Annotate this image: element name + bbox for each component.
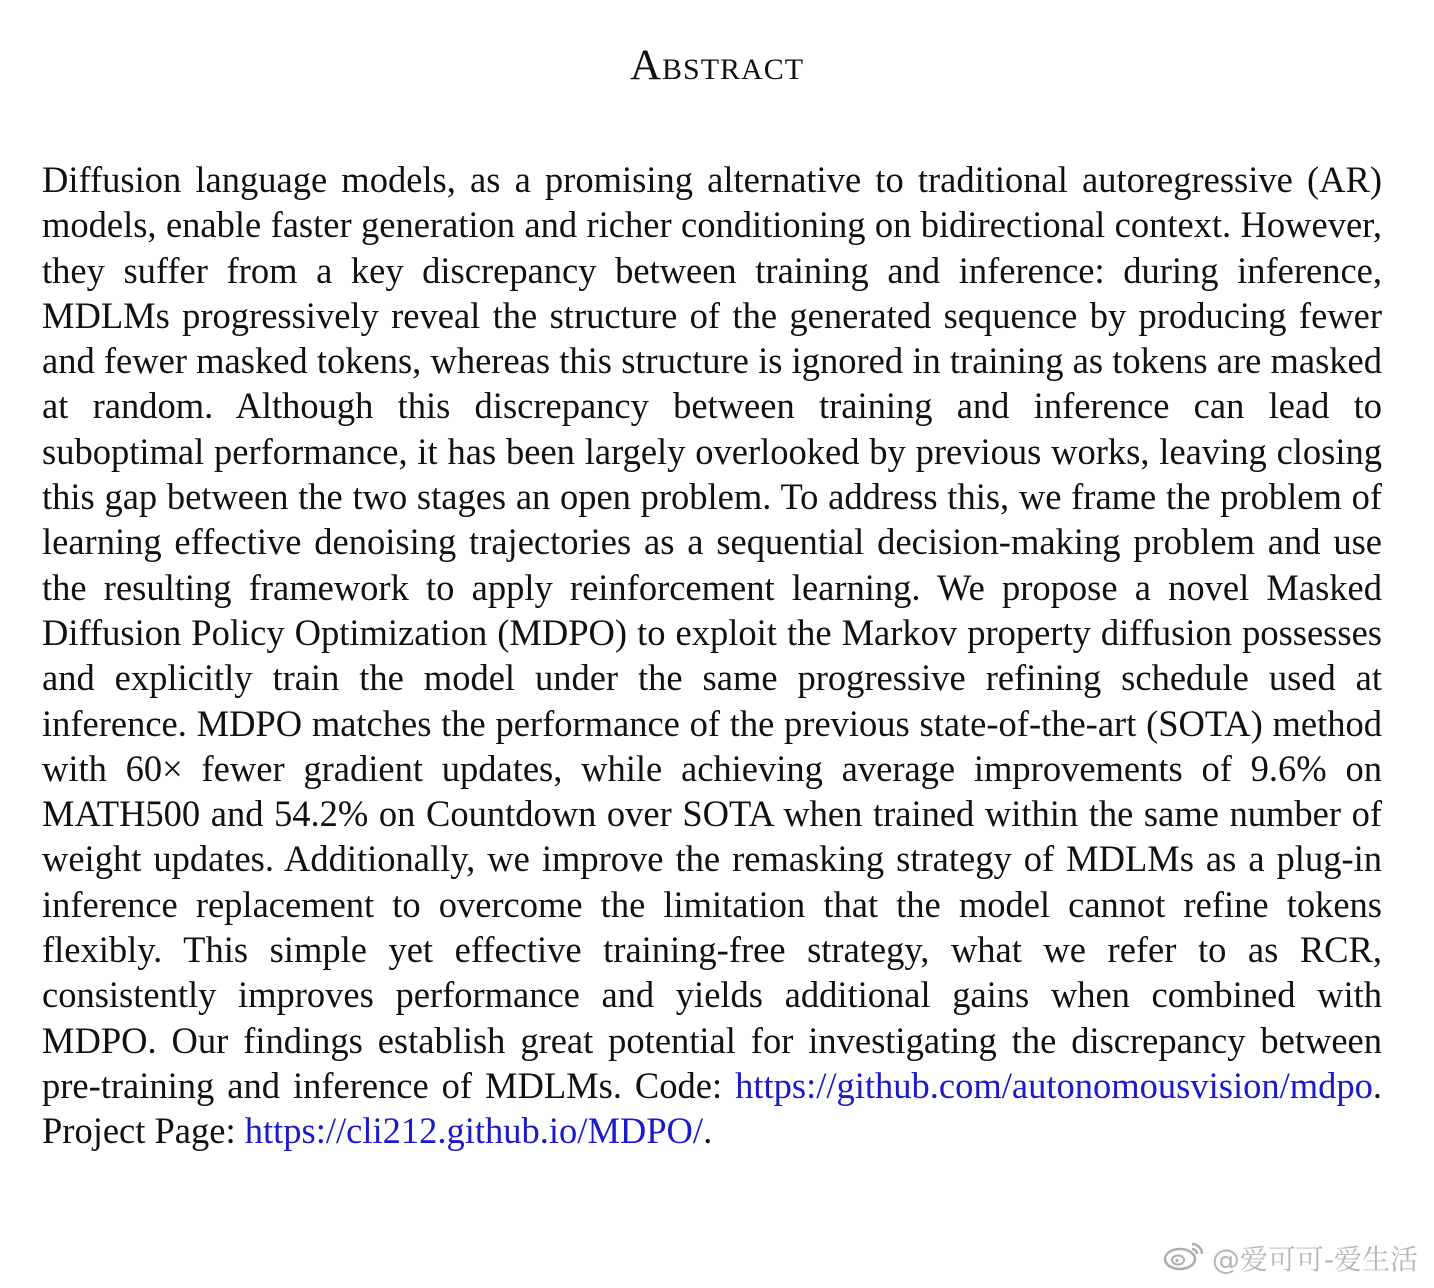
abstract-text-part-2: . Project Page: — [42, 1064, 1382, 1152]
watermark — [1162, 1238, 1418, 1278]
abstract-text-part-3: . — [703, 1110, 713, 1152]
watermark-text: @爱可可-爱生活 — [1211, 1243, 1418, 1276]
weibo-icon — [1162, 1238, 1206, 1279]
abstract-body — [42, 157, 1382, 1154]
project-page-link[interactable]: https://cli212.github.io/MDPO/ — [244, 1110, 704, 1152]
code-link[interactable]: https://github.com/autonomousvision/mdpo — [735, 1064, 1373, 1106]
abstract-text-part-1: Diffusion language models, as a promising alternative to traditional autoregressive (AR) models, enable faster generation and richer conditioning on bidirectional context. However, they suffer from a key discrepancy between training and inference: during inference, MDLMs progressively reveal the structure of the generated sequence by producing fewer and fewer masked tokens, whereas this structure is ignored in training as tokens are masked at random. Although this discrepancy between training and inference can lead to suboptimal performance, it has been largely overlooked by previous works, leaving closing this gap between the two stages an open problem. To address this, we frame the problem of learning effective denoising trajectories as a sequential decision-making problem and use the resulting framework to apply reinforcement learning. We propose a novel Masked Diffusion Policy Optimization (MDPO) to exploit the Markov property diffusion possesses and explicitly train the model under the same progressive refining schedule used at inference. MDPO matches the performance of the previous state-of-the-art (SOTA) method with 60× fewer gradient updates, while achieving average improvements of 9.6% on MATH500 and 54.2% on Countdown over SOTA when trained within the same number of weight updates. Additionally, we improve the remasking strategy of MDLMs as a plug-in inference replacement to overcome the limitation that the model cannot refine tokens flexibly. This simple yet effective training-free strategy, what we refer to as RCR, consistently improves performance and yields additional gains when combined with MDPO. Our findings establish great potential for investigating the discrepancy between pre-training and inference of MDLMs. Code: — [42, 159, 1382, 1106]
abstract-heading: Abstract — [629, 42, 805, 89]
